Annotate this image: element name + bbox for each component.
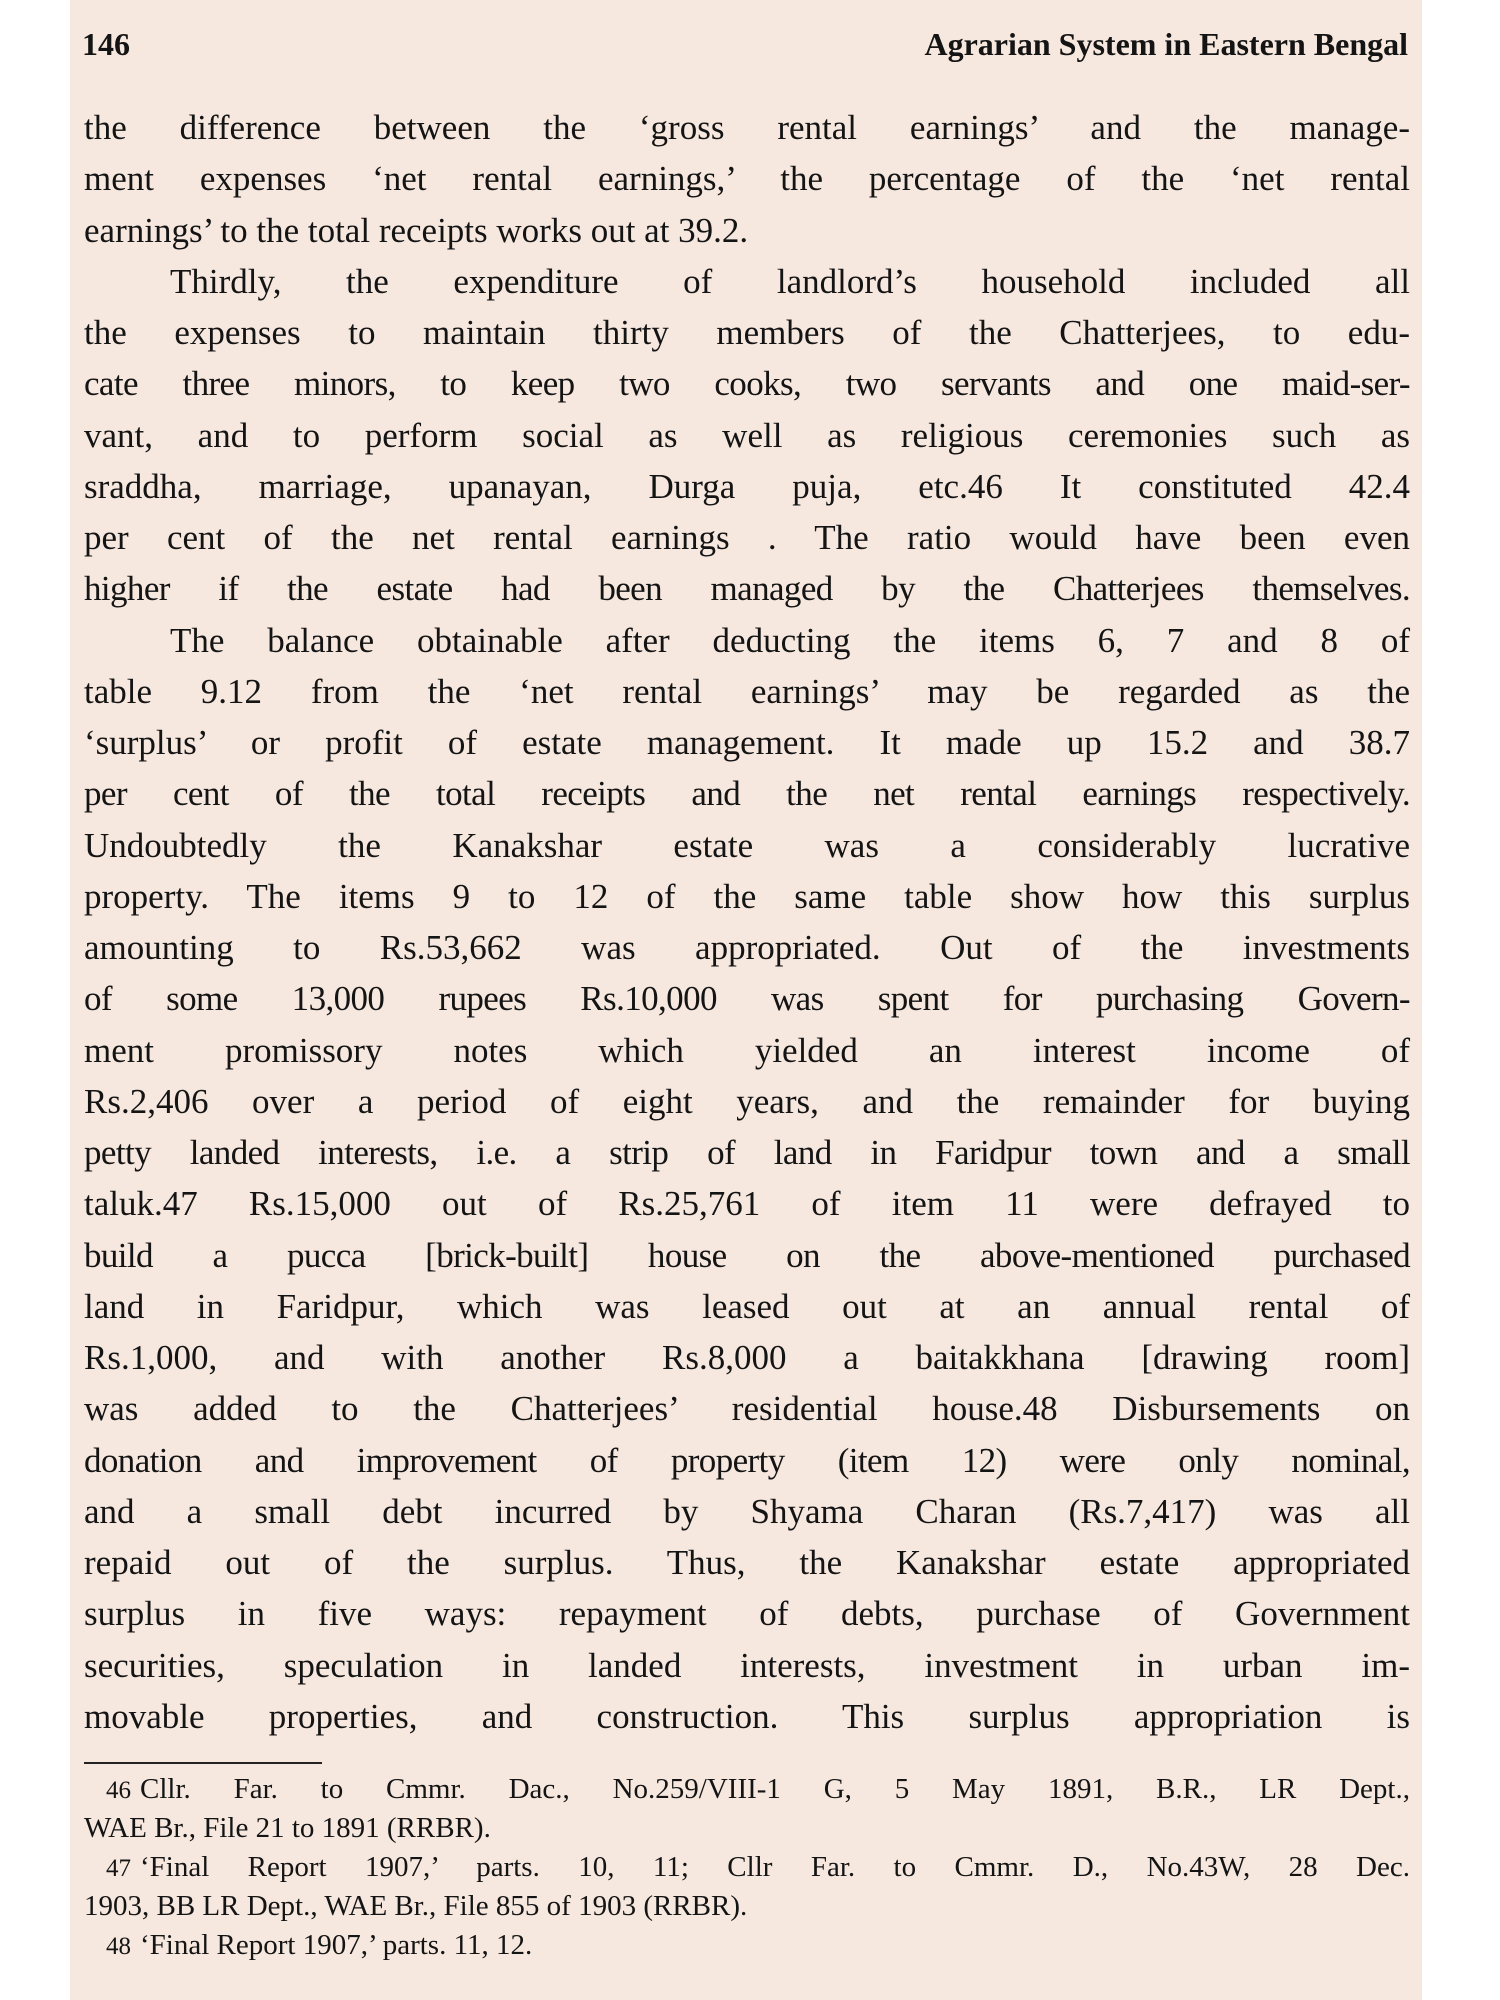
body-text — [84, 102, 1410, 1742]
text-line: table 9.12 from the ‘net rental earnings’ may be regarded as the — [84, 671, 1410, 711]
text-line: ment expenses ‘net rental earnings,’ the percentage of the ‘net rental — [84, 159, 1410, 199]
footnote-47 — [84, 1848, 1410, 1887]
text-line: the expenses to maintain thirty members of the Chatterjees, to edu- — [84, 313, 1410, 352]
footnote-48 — [84, 1926, 1410, 1965]
page-header — [70, 22, 1422, 72]
text-line: amounting to Rs.53,662 was appropriated. Out of the investments — [84, 928, 1410, 967]
book-page — [70, 0, 1422, 2000]
running-head: Agrarian System in Eastern Bengal — [924, 26, 1408, 62]
text-line-with-footnote-ref — [84, 461, 1410, 512]
text-line: per cent of the total receipts and the net rental earnings respectively. — [84, 774, 1410, 814]
page-number: 146 — [82, 26, 130, 62]
text-line-with-footnote-ref: taluk.47 Rs.15,000 out of Rs.25,761 of item 11 were defrayed to — [84, 1184, 1410, 1224]
footnote-text: ‘Final Report 1907,’ parts. 11, 12. — [140, 1929, 533, 1961]
text-line: land in Faridpur, which was leased out at an annual rental of — [84, 1286, 1410, 1326]
footnote-divider — [84, 1762, 322, 1764]
text-line: ment promissory notes which yielded an interest income of — [84, 1030, 1410, 1070]
text-line: Thirdly, the expenditure of landlord’s household included all — [170, 261, 1410, 301]
text-line: vant, and to perform social as well as religious ceremonies such as — [84, 415, 1410, 455]
text-line-with-footnote-ref: was added to the Chatterjees’ residential house.48 Disbursements on — [84, 1389, 1410, 1429]
footnote-46 — [84, 1770, 1410, 1809]
footnote-47-cont: 1903, BB LR Dept., WAE Br., File 855 of 1903 (RRBR). — [84, 1890, 748, 1922]
text-line: earnings’ to the total receipts works out at 39.2. — [84, 210, 749, 250]
text-line: movable properties, and construction. This surplus appropriation is — [84, 1696, 1410, 1736]
text-line: and a small debt incurred by Shyama Charan (Rs.7,417) was all — [84, 1491, 1410, 1531]
text-line: build a pucca [brick-built] house on the above-mentioned purchased — [84, 1235, 1410, 1275]
text-line: property. The items 9 to 12 of the same table show how this surplus — [84, 876, 1410, 916]
text-line: petty landed interests, i.e. a strip of land in Faridpur town and a small — [84, 1133, 1410, 1172]
text-line: The balance obtainable after deducting the items 6, 7 and 8 of — [170, 620, 1410, 660]
text-line: per cent of the net rental earnings . The ratio would have been even — [84, 518, 1410, 557]
text-line: surplus in five ways: repayment of debts, purchase of Government — [84, 1594, 1410, 1634]
footnote-text: Cllr. Far. to Cmmr. Dac., No.259/VIII-1 G, 5 May 1891, B.R., LR Dept., — [140, 1773, 1410, 1805]
text-line: ‘surplus’ or profit of estate management. It made up 15.2 and 38.7 — [84, 723, 1410, 762]
footnote-number: 47 — [106, 1855, 131, 1882]
footnote-text: ‘Final Report 1907,’ parts. 10, 11; Cllr Far. to Cmmr. D., No.43W, 28 Dec. — [140, 1851, 1410, 1883]
text-line: cate three minors, to keep two cooks, two servants and one maid-ser- — [84, 364, 1410, 404]
text-line: Undoubtedly the Kanakshar estate was a considerably lucrative — [84, 825, 1410, 865]
text-line: of some 13,000 rupees Rs.10,000 was spent for purchasing Govern- — [84, 979, 1410, 1019]
text-line: donation and improvement of property (item 12) were only nominal, — [84, 1440, 1410, 1480]
text-line: Rs.2,406 over a period of eight years, and the remainder for buying — [84, 1081, 1410, 1121]
footnote-number: 48 — [106, 1933, 131, 1960]
text-line: Rs.1,000, and with another Rs.8,000 a baitakkhana [drawing room] — [84, 1338, 1410, 1377]
text-run: sraddha, marriage, upanayan, Durga puja, etc.46 It constituted 42.4 — [84, 466, 1410, 506]
text-line: the difference between the ‘gross rental earnings’ and the manage- — [84, 108, 1410, 147]
text-line: securities, speculation in landed interests, investment in urban im- — [84, 1645, 1410, 1685]
footnotes — [84, 1770, 1410, 1965]
footnote-number: 46 — [106, 1777, 131, 1804]
footnote-46-cont: WAE Br., File 21 to 1891 (RRBR). — [84, 1812, 491, 1844]
text-line: higher if the estate had been managed by the Chatterjees themselves. — [84, 569, 1410, 609]
text-line: repaid out of the surplus. Thus, the Kanakshar estate appropriated — [84, 1543, 1410, 1582]
